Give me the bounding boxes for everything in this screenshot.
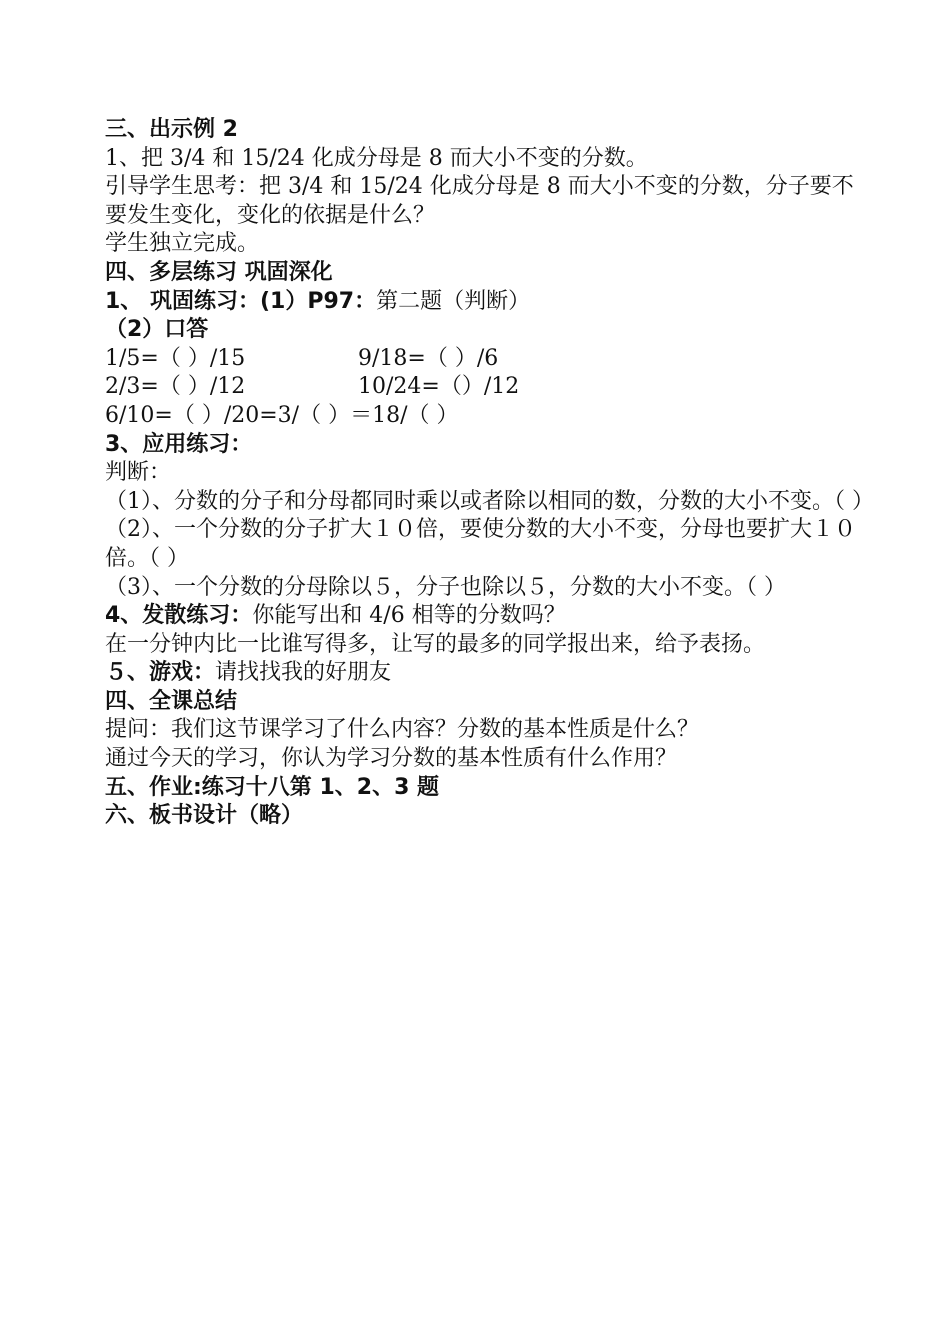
judge-item-2: （2）、一个分数的分子扩大１０倍，要使分数的大小不变，分母也要扩大１０倍。（ ） [105, 517, 856, 571]
equation-row-2 [105, 373, 865, 402]
practice-item-1-label: 1、 巩固练习：(1）P97： [105, 288, 377, 314]
independent-line: 学生独立完成。 [105, 231, 260, 257]
example-item: 1、把 3/4 和 15/24 化成分母是 8 而大小不变的分数。 [105, 145, 648, 171]
equation-1b: 9/18=（ ）/6 [358, 345, 499, 371]
practice-item-5-text: 请找找我的好朋友 [215, 660, 392, 686]
equation-row-3: 6/10=（ ）/20=3/（ ）＝18/（ ） [105, 402, 459, 428]
practice-item-4 [105, 602, 865, 631]
document-page [105, 116, 874, 831]
practice-item-1-text: 第二题（判断） [376, 288, 531, 314]
section-heading-practice: 四、多层练习 巩固深化 [105, 259, 333, 285]
section-heading-homework: 五、作业:练习十八第 1、2、3 题 [105, 774, 440, 800]
practice-item-4-detail: 在一分钟内比一比谁写得多，让写的最多的同学报出来，给予表扬。 [105, 631, 766, 657]
practice-item-4-label: 4、发散练习： [105, 603, 253, 629]
section-heading-example: 三、出示例 2 [105, 117, 238, 142]
summary-question-1: 提问：我们这节课学习了什么内容？分数的基本性质是什么？ [105, 717, 700, 743]
practice-item-5 [105, 659, 865, 688]
judge-item-1: （1）、分数的分子和分母都同时乘以或者除以相同的数，分数的大小不变。（ ） [105, 488, 874, 514]
practice-item-5-label: ５、游戏： [105, 660, 216, 686]
practice-item-4-text: 你能写出和 4/6 相等的分数吗？ [252, 603, 566, 629]
judge-item-3: （3）、一个分数的分母除以５，分子也除以５，分数的大小不变。（ ） [105, 574, 786, 600]
practice-item-2: （2）口答 [105, 317, 209, 343]
equation-2a: 2/3=（ ）/12 [105, 374, 246, 400]
guide-paragraph: 引导学生思考：把 3/4 和 15/24 化成分母是 8 而大小不变的分数，分子要不要发生变化，变化的依据是什么？ [105, 174, 854, 228]
summary-question-2: 通过今天的学习，你认为学习分数的基本性质有什么作用？ [105, 746, 678, 772]
equation-1a: 1/5=（ ）/15 [105, 345, 246, 371]
practice-item-1 [105, 288, 865, 317]
practice-item-3: 3、应用练习： [105, 431, 253, 457]
equation-2b: 10/24=（）/12 [358, 374, 520, 400]
section-heading-board: 六、板书设计（略） [105, 803, 304, 829]
section-heading-summary: 四、全课总结 [105, 688, 238, 714]
equation-row-1 [105, 345, 865, 374]
judge-label: 判断： [105, 460, 172, 486]
